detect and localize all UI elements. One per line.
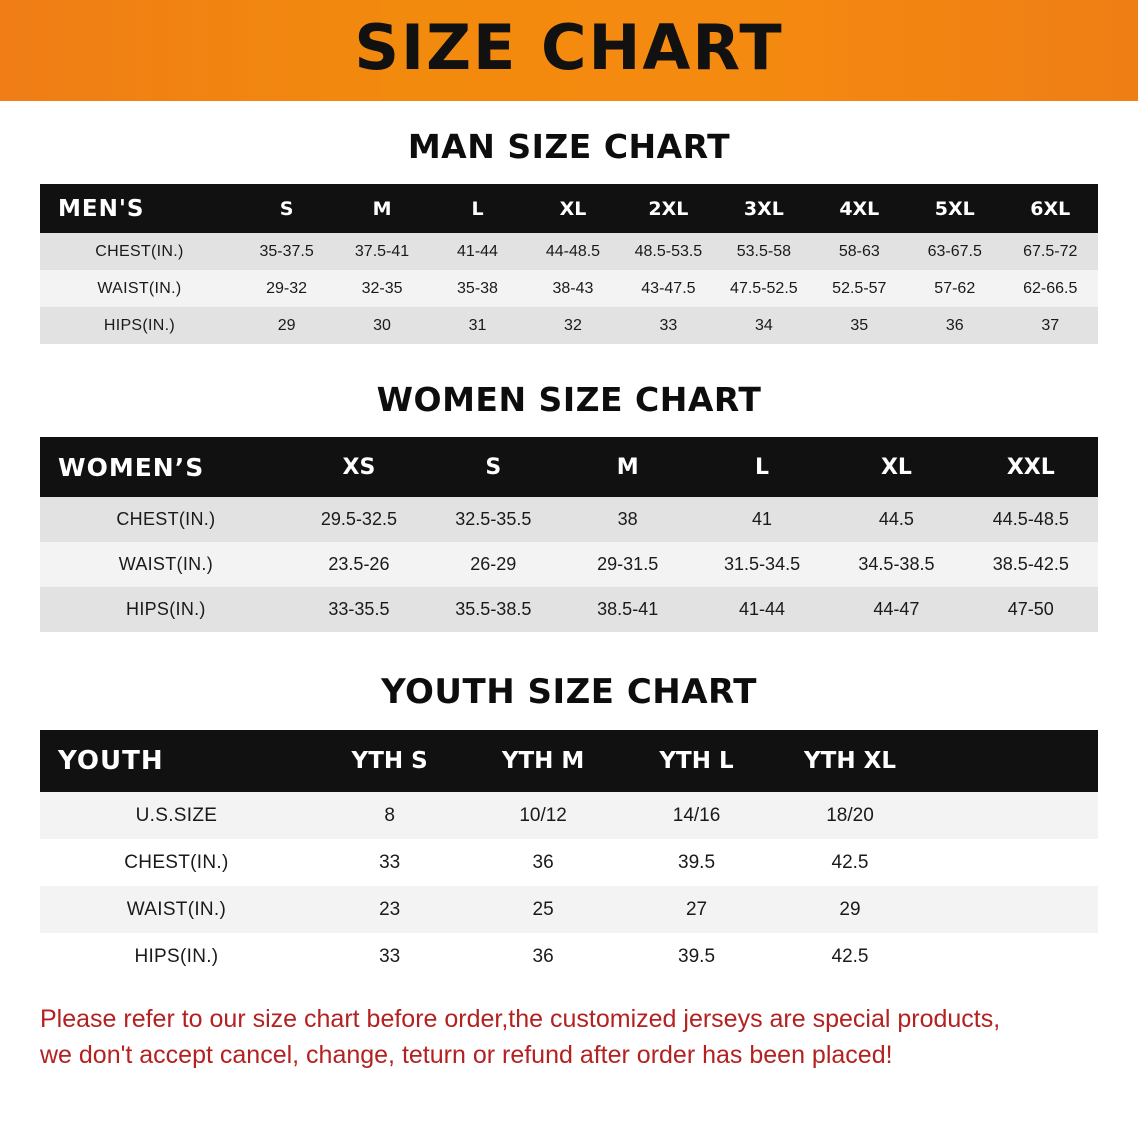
youth-row-label-waist: WAIST(IN.) — [40, 886, 313, 933]
table-cell: 29 — [239, 307, 334, 344]
women-table-body — [40, 497, 1098, 632]
table-cell: 44-47 — [829, 587, 963, 632]
table-cell: 39.5 — [620, 933, 773, 980]
table-cell: 10/12 — [466, 792, 619, 839]
man-col-6xl: 6XL — [1002, 184, 1098, 233]
table-cell: 33-35.5 — [292, 587, 426, 632]
women-row-label-hips: HIPS(IN.) — [40, 587, 292, 632]
women-size-table-wrapper — [40, 437, 1098, 632]
women-table-header — [40, 437, 1098, 497]
table-cell: 37.5-41 — [334, 233, 429, 270]
table-cell: 42.5 — [773, 839, 926, 886]
table-header-row — [40, 184, 1098, 233]
women-col-l: L — [695, 437, 829, 497]
table-cell: 37 — [1002, 307, 1098, 344]
table-cell: 38.5-41 — [561, 587, 695, 632]
table-row — [40, 792, 1098, 839]
women-col-m: M — [561, 437, 695, 497]
man-col-2xl: 2XL — [621, 184, 716, 233]
table-row — [40, 542, 1098, 587]
table-cell: 52.5-57 — [812, 270, 907, 307]
table-cell: 32.5-35.5 — [426, 497, 560, 542]
table-cell: 36 — [466, 839, 619, 886]
table-cell: 31.5-34.5 — [695, 542, 829, 587]
man-col-xl: XL — [525, 184, 620, 233]
table-cell: 35-38 — [430, 270, 525, 307]
man-section-heading: MAN SIZE CHART — [407, 127, 731, 166]
page-title: SIZE CHART — [354, 10, 784, 84]
table-row — [40, 497, 1098, 542]
youth-col-xl: YTH XL — [773, 730, 926, 792]
man-table-body — [40, 233, 1098, 344]
table-row — [40, 270, 1098, 307]
disclaimer-line-1: Please refer to our size chart before order,the customized jerseys are special products, — [40, 1005, 1001, 1033]
table-cell: 36 — [907, 307, 1002, 344]
table-cell-empty — [927, 933, 1098, 980]
table-cell: 48.5-53.5 — [621, 233, 716, 270]
table-row — [40, 307, 1098, 344]
women-col-s: S — [426, 437, 560, 497]
table-cell: 44.5 — [829, 497, 963, 542]
table-row — [40, 839, 1098, 886]
table-cell: 39.5 — [620, 839, 773, 886]
table-cell: 62-66.5 — [1002, 270, 1098, 307]
man-table-header — [40, 184, 1098, 233]
youth-col-spacer — [927, 730, 1098, 792]
table-cell: 43-47.5 — [621, 270, 716, 307]
man-col-m: M — [334, 184, 429, 233]
youth-table-corner-label: YOUTH — [40, 730, 313, 792]
table-cell: 67.5-72 — [1002, 233, 1098, 270]
table-cell-empty — [927, 886, 1098, 933]
man-row-label-hips: HIPS(IN.) — [40, 307, 239, 344]
man-row-label-chest: CHEST(IN.) — [40, 233, 239, 270]
man-col-l: L — [430, 184, 525, 233]
table-cell: 41-44 — [695, 587, 829, 632]
table-cell: 29-31.5 — [561, 542, 695, 587]
youth-row-label-ussize: U.S.SIZE — [40, 792, 313, 839]
table-cell: 30 — [334, 307, 429, 344]
table-cell: 33 — [313, 933, 466, 980]
table-cell: 33 — [621, 307, 716, 344]
header-banner — [0, 0, 1138, 101]
youth-row-label-chest: CHEST(IN.) — [40, 839, 313, 886]
table-cell: 42.5 — [773, 933, 926, 980]
table-cell: 41-44 — [430, 233, 525, 270]
table-cell-empty — [927, 839, 1098, 886]
table-cell: 8 — [313, 792, 466, 839]
man-col-5xl: 5XL — [907, 184, 1002, 233]
table-cell: 35.5-38.5 — [426, 587, 560, 632]
man-col-s: S — [239, 184, 334, 233]
table-cell: 58-63 — [812, 233, 907, 270]
table-cell: 32 — [525, 307, 620, 344]
youth-col-l: YTH L — [620, 730, 773, 792]
table-row — [40, 233, 1098, 270]
table-cell: 34.5-38.5 — [829, 542, 963, 587]
women-col-xl: XL — [829, 437, 963, 497]
table-cell: 23.5-26 — [292, 542, 426, 587]
women-row-label-chest: CHEST(IN.) — [40, 497, 292, 542]
table-cell: 29.5-32.5 — [292, 497, 426, 542]
table-cell: 29-32 — [239, 270, 334, 307]
man-table-corner-label: MEN'S — [40, 184, 239, 233]
table-cell: 44.5-48.5 — [964, 497, 1098, 542]
table-cell: 53.5-58 — [716, 233, 811, 270]
youth-table-header — [40, 730, 1098, 792]
youth-col-s: YTH S — [313, 730, 466, 792]
table-cell: 18/20 — [773, 792, 926, 839]
women-col-xxl: XXL — [964, 437, 1098, 497]
table-row — [40, 587, 1098, 632]
table-cell: 63-67.5 — [907, 233, 1002, 270]
women-size-table — [40, 437, 1098, 632]
youth-table-body — [40, 792, 1098, 980]
women-section-heading: WOMEN SIZE CHART — [376, 380, 762, 419]
table-header-row — [40, 730, 1098, 792]
table-row — [40, 886, 1098, 933]
table-cell: 34 — [716, 307, 811, 344]
table-cell: 47-50 — [964, 587, 1098, 632]
man-size-table — [40, 184, 1098, 344]
table-cell: 35-37.5 — [239, 233, 334, 270]
youth-size-table — [40, 730, 1098, 980]
table-cell: 44-48.5 — [525, 233, 620, 270]
table-row — [40, 933, 1098, 980]
table-cell: 23 — [313, 886, 466, 933]
table-cell: 38.5-42.5 — [964, 542, 1098, 587]
table-cell: 47.5-52.5 — [716, 270, 811, 307]
disclaimer-note — [40, 1002, 1098, 1073]
youth-row-label-hips: HIPS(IN.) — [40, 933, 313, 980]
table-cell: 27 — [620, 886, 773, 933]
table-cell: 29 — [773, 886, 926, 933]
table-cell: 25 — [466, 886, 619, 933]
disclaimer-line-2: we don't accept cancel, change, teturn or refund after order has been placed! — [40, 1040, 893, 1069]
table-cell: 33 — [313, 839, 466, 886]
table-cell: 31 — [430, 307, 525, 344]
table-cell-empty — [927, 792, 1098, 839]
table-cell: 35 — [812, 307, 907, 344]
women-row-label-waist: WAIST(IN.) — [40, 542, 292, 587]
youth-section-heading: YOUTH SIZE CHART — [381, 672, 757, 712]
youth-col-m: YTH M — [466, 730, 619, 792]
man-col-3xl: 3XL — [716, 184, 811, 233]
table-cell: 38 — [561, 497, 695, 542]
man-row-label-waist: WAIST(IN.) — [40, 270, 239, 307]
table-cell: 14/16 — [620, 792, 773, 839]
table-cell: 32-35 — [334, 270, 429, 307]
women-table-corner-label: WOMEN’S — [40, 437, 292, 497]
man-size-table-wrapper — [40, 184, 1098, 344]
women-col-xs: XS — [292, 437, 426, 497]
table-header-row — [40, 437, 1098, 497]
table-cell: 57-62 — [907, 270, 1002, 307]
man-col-4xl: 4XL — [812, 184, 907, 233]
youth-size-table-wrapper — [40, 730, 1098, 980]
table-cell: 41 — [695, 497, 829, 542]
table-cell: 38-43 — [525, 270, 620, 307]
table-cell: 26-29 — [426, 542, 560, 587]
table-cell: 36 — [466, 933, 619, 980]
